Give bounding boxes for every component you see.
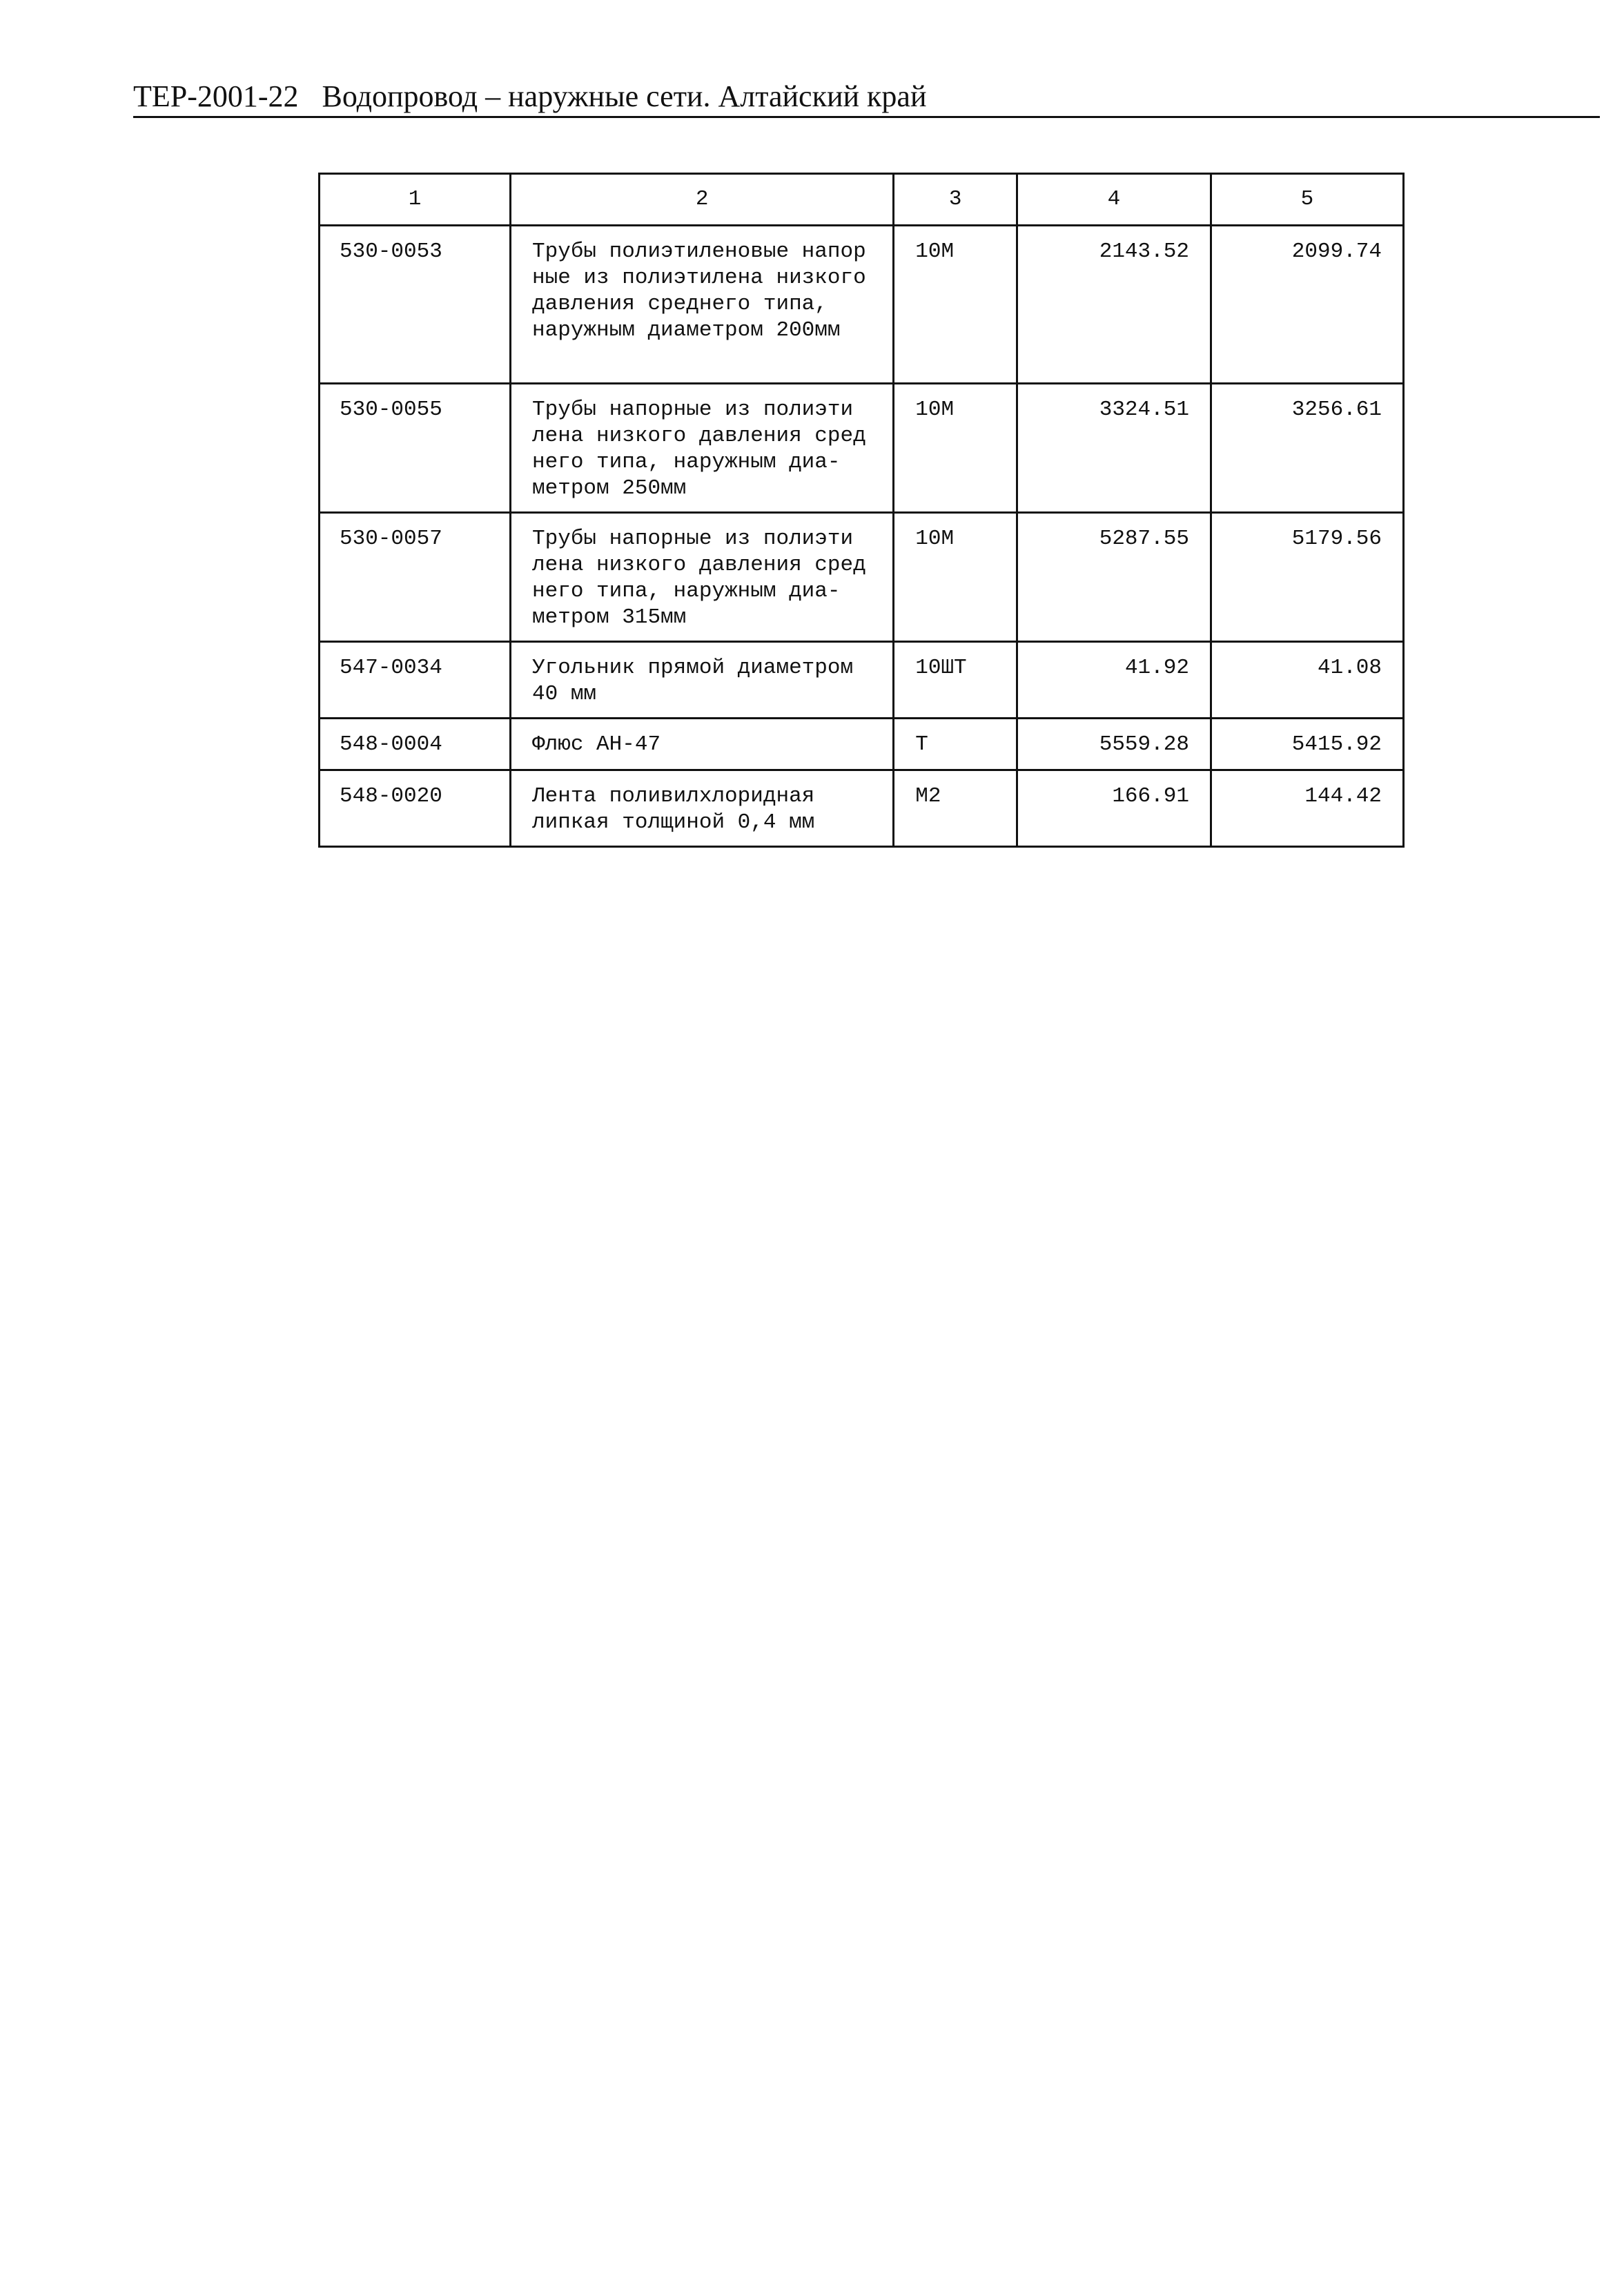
column-header-5: 5 (1211, 174, 1403, 226)
table-row (320, 642, 1404, 719)
price-value-col5: 5179.56 (1291, 527, 1382, 551)
table-row (320, 719, 1404, 770)
resource-code: 530-0055 (340, 398, 442, 422)
resource-unit: 10ШТ (915, 656, 967, 680)
price-cell (1017, 770, 1211, 847)
unit-cell (894, 384, 1017, 513)
code-cell (320, 642, 511, 719)
column-header-4: 4 (1017, 174, 1211, 226)
resource-description: Флюс АН-47 (532, 732, 661, 757)
column-header-1: 1 (320, 174, 511, 226)
price-cell (1017, 719, 1211, 770)
unit-cell (894, 513, 1017, 642)
resource-unit: М2 (915, 784, 941, 808)
description-cell (511, 513, 894, 642)
code-cell (320, 384, 511, 513)
column-header-3: 3 (894, 174, 1017, 226)
resource-unit: Т (915, 732, 928, 757)
price-cell (1017, 642, 1211, 719)
unit-cell (894, 226, 1017, 384)
table-row (320, 384, 1404, 513)
page-header (133, 69, 1600, 118)
resource-code: 530-0053 (340, 240, 442, 264)
table-row (320, 513, 1404, 642)
table-header-row (320, 174, 1404, 226)
description-cell (511, 770, 894, 847)
price-cell (1211, 719, 1403, 770)
resource-code: 547-0034 (340, 656, 442, 680)
description-cell (511, 384, 894, 513)
price-cell (1017, 513, 1211, 642)
price-cell (1211, 513, 1403, 642)
resource-unit: 10М (915, 527, 955, 551)
document-code: ТЕР-2001-22 (133, 79, 299, 113)
price-value-col4: 5559.28 (1099, 732, 1189, 757)
resource-code: 548-0020 (340, 784, 442, 808)
table-row (320, 226, 1404, 384)
price-cell (1211, 770, 1403, 847)
price-cell (1211, 226, 1403, 384)
price-value-col5: 3256.61 (1291, 398, 1382, 422)
resource-description: Угольник прямой диаметром 40 мм (532, 656, 854, 706)
price-value-col4: 2143.52 (1099, 240, 1189, 264)
price-value-col4: 166.91 (1112, 784, 1189, 808)
code-cell (320, 226, 511, 384)
price-value-col4: 3324.51 (1099, 398, 1189, 422)
price-value-col5: 5415.92 (1291, 732, 1382, 757)
document-title: Водопровод – наружные сети. Алтайский край (322, 79, 927, 113)
resource-description: Лента поливилхлоридная липкая толщиной 0,4 мм (532, 784, 815, 835)
price-cell (1017, 384, 1211, 513)
price-cell (1211, 642, 1403, 719)
description-cell (511, 642, 894, 719)
column-header-2: 2 (511, 174, 894, 226)
price-cell (1211, 384, 1403, 513)
price-cell (1017, 226, 1211, 384)
code-cell (320, 770, 511, 847)
price-value-col5: 2099.74 (1291, 240, 1382, 264)
resource-code: 530-0057 (340, 527, 442, 551)
description-cell (511, 226, 894, 384)
price-value-col4: 41.92 (1124, 656, 1189, 680)
table-row (320, 770, 1404, 847)
description-cell (511, 719, 894, 770)
unit-cell (894, 642, 1017, 719)
resource-unit: 10М (915, 398, 955, 422)
resource-unit: 10М (915, 240, 955, 264)
code-cell (320, 719, 511, 770)
price-value-col5: 41.08 (1317, 656, 1382, 680)
unit-cell (894, 719, 1017, 770)
price-table (318, 173, 1405, 848)
price-value-col4: 5287.55 (1099, 527, 1189, 551)
price-value-col5: 144.42 (1304, 784, 1382, 808)
code-cell (320, 513, 511, 642)
resource-description: Трубы напорные из полиэти лена низкого давления сред него типа, наружным диа- метром 250мм (532, 398, 866, 500)
header-line (133, 81, 927, 112)
resource-code: 548-0004 (340, 732, 442, 757)
resource-description: Трубы полиэтиленовые напор ные из полиэтилена низкого давления среднего типа, наружным диаметром 200мм (532, 240, 866, 342)
resource-description: Трубы напорные из полиэти лена низкого давления сред него типа, наружным диа- метром 315мм (532, 527, 866, 630)
unit-cell (894, 770, 1017, 847)
